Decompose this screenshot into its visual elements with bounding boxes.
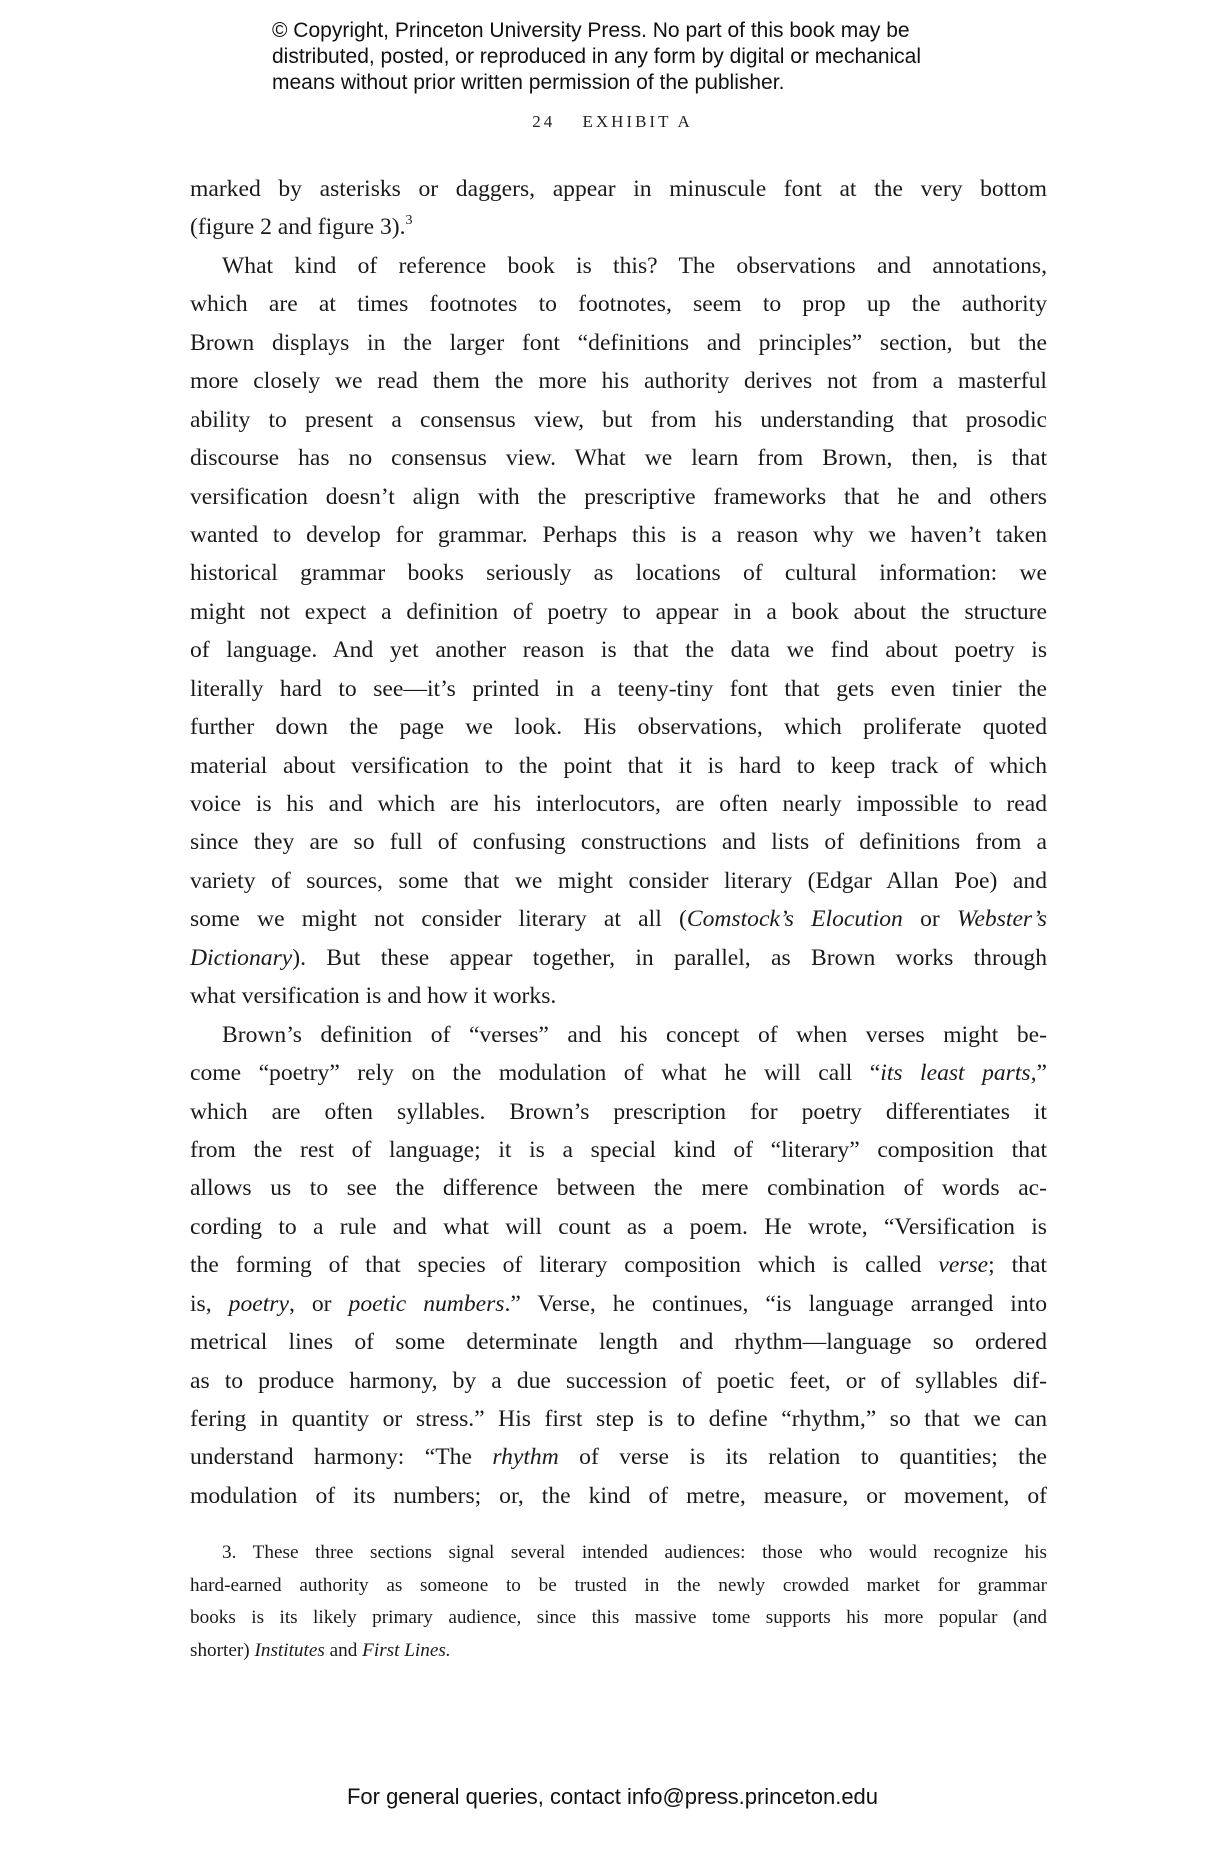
italic-text: rhythm <box>492 1444 559 1471</box>
running-head <box>0 112 1225 132</box>
text-segment: marked by asterisks or daggers, appear in minuscule font at the very bottom <box>190 176 1047 202</box>
text-segment: which are at times footnotes to footnotes, seem to prop up the authority <box>190 291 1047 318</box>
text-line <box>190 1477 1047 1515</box>
text-line <box>190 1438 1047 1476</box>
footnote-line <box>190 1635 1047 1668</box>
text-segment: or <box>902 906 957 933</box>
copyright-notice <box>272 18 921 96</box>
text-segment: of verse is its relation to quantities; the <box>558 1444 1047 1471</box>
text-segment: modulation of its numbers; or, the kind of metre, measure, or movement, of <box>190 1482 1047 1509</box>
text-segment: metrical lines of some determinate length and rhythm—language so ordered <box>190 1329 1047 1356</box>
text-line <box>190 593 1047 631</box>
footnote-line <box>190 1570 1047 1603</box>
text-line <box>190 1093 1047 1131</box>
text-segment: What kind of reference book is this? The observations and annotations, <box>222 252 1047 279</box>
text-line <box>190 208 1047 246</box>
text-segment: which are often syllables. Brown’s prescription for poetry differentiates it <box>190 1098 1047 1125</box>
footnote <box>190 1537 1047 1668</box>
text-segment: discourse has no consensus view. What we learn from Brown, then, is that <box>190 445 1047 472</box>
text-segment: historical grammar books seriously as locations of cultural information: we <box>190 560 1047 587</box>
text-segment: of language. And yet another reason is that the data we find about poetry is <box>190 637 1047 664</box>
text-segment: cording to a rule and what will count as a poem. He wrote, “Versification is <box>190 1213 1047 1240</box>
text-line <box>190 1362 1047 1400</box>
text-segment: ). But these appear together, in parallel, as Brown works through <box>292 944 1047 971</box>
footnote-line <box>190 1602 1047 1635</box>
text-segment: understand harmony: “The <box>190 1444 493 1471</box>
text-segment: Brown’s definition of “verses” and his concept of when verses might be- <box>222 1021 1047 1048</box>
text-segment: further down the page we look. His observations, which proliferate quoted <box>190 714 1047 741</box>
italic-text: poetry <box>228 1290 289 1317</box>
italic-text: Comstock’s Elocution <box>686 906 903 933</box>
chapter-title: EXHIBIT A <box>582 112 693 131</box>
text-line <box>190 554 1047 592</box>
text-line <box>190 362 1047 400</box>
text-segment: wanted to develop for grammar. Perhaps this is a reason why we haven’t taken <box>190 521 1047 548</box>
text-line <box>190 1208 1047 1246</box>
text-segment: , or <box>288 1290 349 1317</box>
copyright-line: © Copyright, Princeton University Press. No part of this book may be <box>272 19 910 42</box>
text-segment: 3. These three sections signal several intended audiences: those who would recognize his <box>222 1542 1047 1563</box>
text-segment: literally hard to see—it’s printed in a teeny-tiny font that gets even tinier the <box>190 675 1047 702</box>
text-segment: what versification is and how it works. <box>190 983 557 1010</box>
text-segment: fering in quantity or stress.” His first step is to define “rhythm,” so that we can <box>190 1406 1047 1432</box>
text-line <box>190 1400 1047 1438</box>
text-line <box>190 900 1047 938</box>
text-segment: versification doesn’t align with the prescriptive frameworks that he and others <box>190 483 1047 510</box>
text-segment: voice is his and which are his interlocutors, are often nearly impossible to read <box>190 791 1047 817</box>
italic-text: its least parts, <box>880 1060 1037 1087</box>
text-line <box>190 977 1047 1015</box>
copyright-line: means without prior written permission of the publisher. <box>272 71 785 94</box>
text-line <box>190 516 1047 554</box>
text-line <box>190 1323 1047 1361</box>
text-segment: the forming of that species of literary composition which is called <box>190 1252 939 1279</box>
text-segment: material about versification to the point that it is hard to keep track of which <box>190 752 1047 779</box>
italic-text: First Lines. <box>362 1640 451 1662</box>
text-segment: allows us to see the difference between the mere combination of words ac- <box>190 1175 1047 1202</box>
text-segment: from the rest of language; it is a special kind of “literary” composition that <box>190 1136 1047 1163</box>
text-line <box>190 670 1047 708</box>
copyright-line: distributed, posted, or reproduced in any form by digital or mechanical <box>272 45 922 68</box>
text-line <box>190 439 1047 477</box>
text-segment: as to produce harmony, by a due succession of poetic feet, or of syllables dif- <box>190 1367 1047 1394</box>
text-line <box>190 1016 1047 1054</box>
text-segment: since they are so full of confusing constructions and lists of definitions from a <box>190 829 1047 856</box>
text-line <box>190 1131 1047 1169</box>
text-line <box>190 1246 1047 1284</box>
italic-text: Webster’s <box>956 906 1047 933</box>
text-segment: .” Verse, he continues, “is language arranged into <box>504 1290 1047 1317</box>
text-line <box>190 747 1047 785</box>
text-line <box>190 823 1047 861</box>
text-line <box>190 939 1047 977</box>
text-segment: books is its likely primary audience, since this massive tome supports his more popular (and <box>190 1607 1047 1629</box>
text-line <box>190 1169 1047 1207</box>
italic-text: verse <box>938 1252 989 1279</box>
text-segment: ; that <box>988 1252 1047 1279</box>
text-line <box>190 708 1047 746</box>
footer-contact: For general queries, contact info@press.princeton.edu <box>346 1784 879 1809</box>
text-segment: and <box>324 1640 363 1662</box>
text-line <box>190 1285 1047 1323</box>
text-line <box>190 285 1047 323</box>
text-segment: Brown displays in the larger font “definitions and principles” section, but the <box>190 329 1047 356</box>
text-line <box>190 247 1047 285</box>
italic-text: Institutes <box>254 1640 325 1662</box>
text-segment: more closely we read them the more his authority derives not from a masterful <box>190 368 1047 395</box>
text-line <box>190 862 1047 900</box>
text-line <box>190 401 1047 439</box>
text-line <box>190 324 1047 362</box>
body-text <box>190 170 1047 1515</box>
footnote-line <box>190 1537 1047 1570</box>
text-segment: shorter) <box>190 1640 255 1662</box>
text-line <box>190 631 1047 669</box>
text-segment: (figure 2 and figure 3). <box>190 214 406 241</box>
text-line <box>190 478 1047 516</box>
text-segment: ” <box>1036 1060 1047 1087</box>
footnote-marker: 3 <box>405 213 413 229</box>
text-line <box>190 1054 1047 1092</box>
text-segment: ability to present a consensus view, but from his understanding that prosodic <box>190 406 1047 433</box>
text-segment: variety of sources, some that we might consider literary (Edgar Allan Poe) and <box>190 867 1047 894</box>
italic-text: poetic numbers <box>348 1290 505 1317</box>
text-segment: might not expect a definition of poetry to appear in a book about the structure <box>190 598 1047 625</box>
text-segment: come “poetry” rely on the modulation of what he will call “ <box>190 1060 881 1087</box>
text-line <box>190 785 1047 823</box>
text-line <box>190 170 1047 208</box>
italic-text: Dictionary <box>190 944 293 971</box>
page-number: 24 <box>532 112 556 131</box>
text-segment: some we might not consider literary at all ( <box>190 906 687 933</box>
text-segment: is, <box>190 1290 229 1317</box>
text-segment: hard-earned authority as someone to be trusted in the newly crowded market for grammar <box>190 1574 1047 1596</box>
